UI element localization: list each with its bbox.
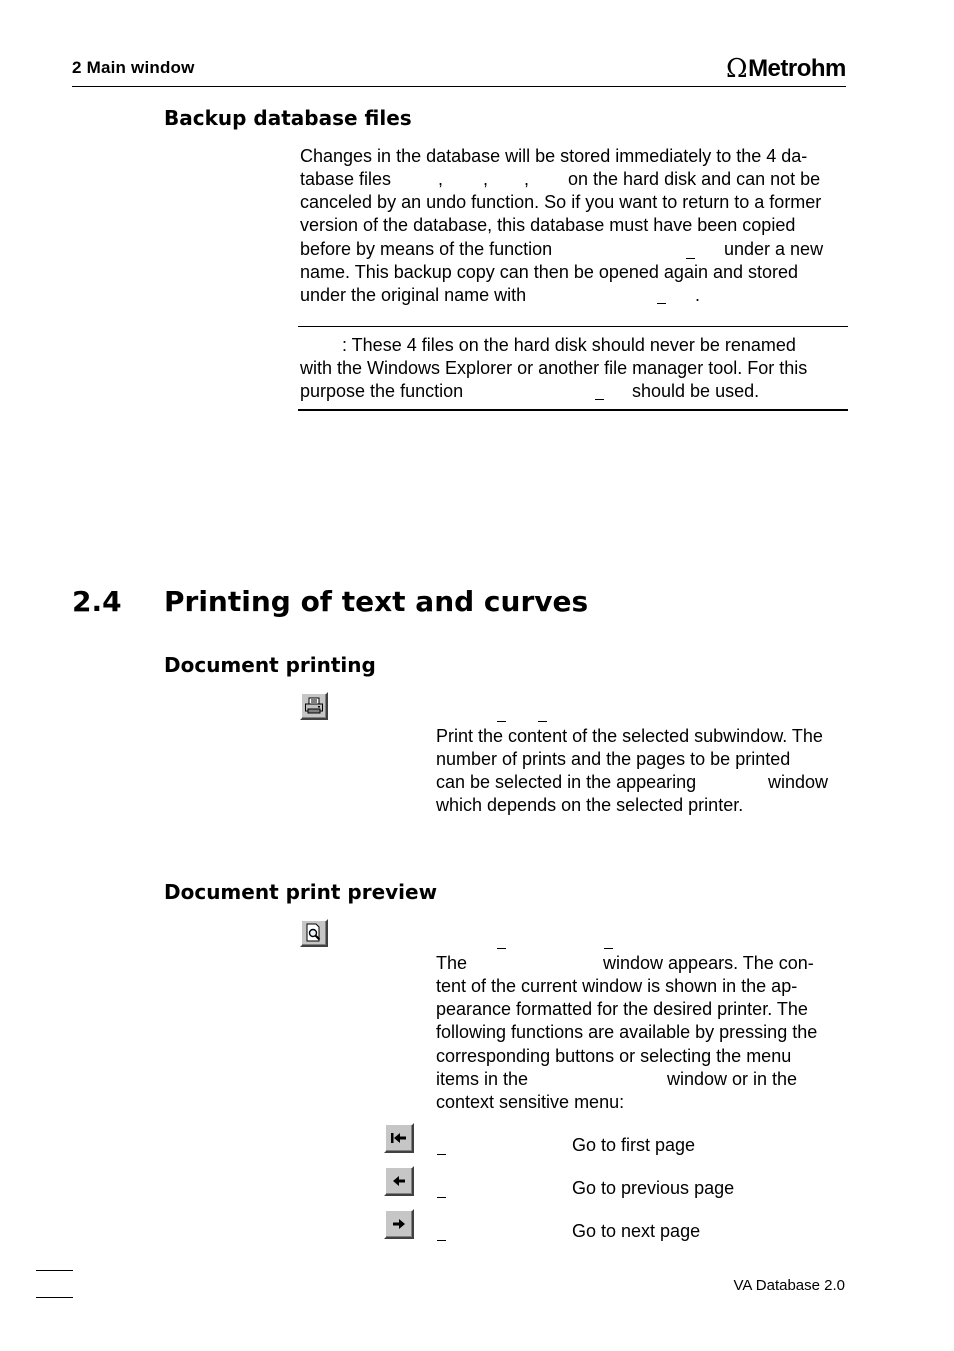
text-line: window or in the	[667, 1069, 798, 1089]
doc-preview-heading: Document print preview	[164, 880, 438, 904]
text-line: items in the	[436, 1069, 529, 1089]
omega-icon: Ω	[726, 54, 748, 84]
function-description: Go to first page	[572, 1135, 696, 1155]
backup-heading: Backup database files	[164, 106, 412, 130]
function-description: Go to previous page	[572, 1178, 735, 1198]
text-line: on the hard disk and can not be	[568, 169, 821, 189]
next-page-button[interactable]	[384, 1209, 414, 1239]
mnemonic-underline	[686, 258, 695, 259]
text-line: window appears. The con-	[603, 953, 814, 973]
mnemonic-underline	[437, 1240, 446, 1241]
text-line: tabase files	[300, 169, 392, 189]
text-comma: ,	[483, 169, 489, 189]
text-line: corresponding buttons or selecting the menu	[436, 1046, 792, 1066]
metrohm-logo	[726, 54, 846, 84]
mnemonic-underline	[497, 948, 506, 949]
printer-icon	[304, 697, 324, 715]
text-line: following functions are available by pressing the	[436, 1022, 818, 1042]
mnemonic-underline	[437, 1197, 446, 1198]
text-line: The	[436, 953, 468, 973]
footer-product-name: VA Database 2.0	[733, 1277, 845, 1294]
print-preview-button[interactable]	[300, 919, 328, 947]
next-page-icon	[390, 1217, 408, 1231]
text-line: .	[695, 285, 701, 305]
mnemonic-underline	[437, 1154, 446, 1155]
text-line: : These 4 files on the hard disk should never be renamed	[342, 335, 796, 355]
mnemonic-underline	[538, 721, 547, 722]
section-title: Printing of text and curves	[164, 585, 589, 618]
text-comma: ,	[438, 169, 444, 189]
previous-page-button[interactable]	[384, 1166, 414, 1196]
footer-rule	[36, 1297, 73, 1298]
text-line: Print the content of the selected subwindow. The	[436, 726, 823, 746]
text-line: under the original name with	[300, 285, 527, 305]
mnemonic-underline	[497, 721, 506, 722]
print-button[interactable]	[300, 692, 328, 720]
print-preview-icon	[304, 923, 324, 943]
text-line: which depends on the selected printer.	[436, 795, 744, 815]
first-page-button[interactable]	[384, 1123, 414, 1153]
logo-text: Metrohm	[748, 55, 846, 82]
mnemonic-underline	[604, 948, 613, 949]
text-line: tent of the current window is shown in the ap-	[436, 976, 798, 996]
text-line: can be selected in the appearing	[436, 772, 697, 792]
note-bottom-rule	[298, 409, 848, 411]
text-comma: ,	[524, 169, 530, 189]
header-rule	[72, 86, 846, 87]
chapter-header: 2 Main window	[72, 58, 195, 77]
text-line: with the Windows Explorer or another file manager tool. For this	[300, 358, 808, 378]
text-line: context sensitive menu:	[436, 1092, 625, 1112]
text-line: under a new	[724, 239, 824, 259]
mnemonic-underline	[595, 399, 604, 400]
text-line: before by means of the function	[300, 239, 553, 259]
note-top-rule	[298, 326, 848, 327]
section-number: 2.4	[72, 585, 122, 618]
text-line: version of the database, this database must have been copied	[300, 215, 796, 235]
text-line: purpose the function	[300, 381, 464, 401]
text-line: pearance formatted for the desired printer. The	[436, 999, 808, 1019]
text-line: canceled by an undo function. So if you want to return to a former	[300, 192, 822, 212]
previous-page-icon	[390, 1174, 408, 1188]
text-line: should be used.	[632, 381, 760, 401]
footer-rule	[36, 1270, 73, 1271]
text-line: name. This backup copy can then be opened again and stored	[300, 262, 799, 282]
function-description: Go to next page	[572, 1221, 701, 1241]
text-line: number of prints and the pages to be printed	[436, 749, 791, 769]
text-line: window	[768, 772, 829, 792]
text-line: Changes in the database will be stored immediately to the 4 da-	[300, 146, 808, 166]
first-page-icon	[390, 1131, 408, 1145]
doc-print-heading: Document printing	[164, 653, 376, 677]
mnemonic-underline	[657, 303, 666, 304]
